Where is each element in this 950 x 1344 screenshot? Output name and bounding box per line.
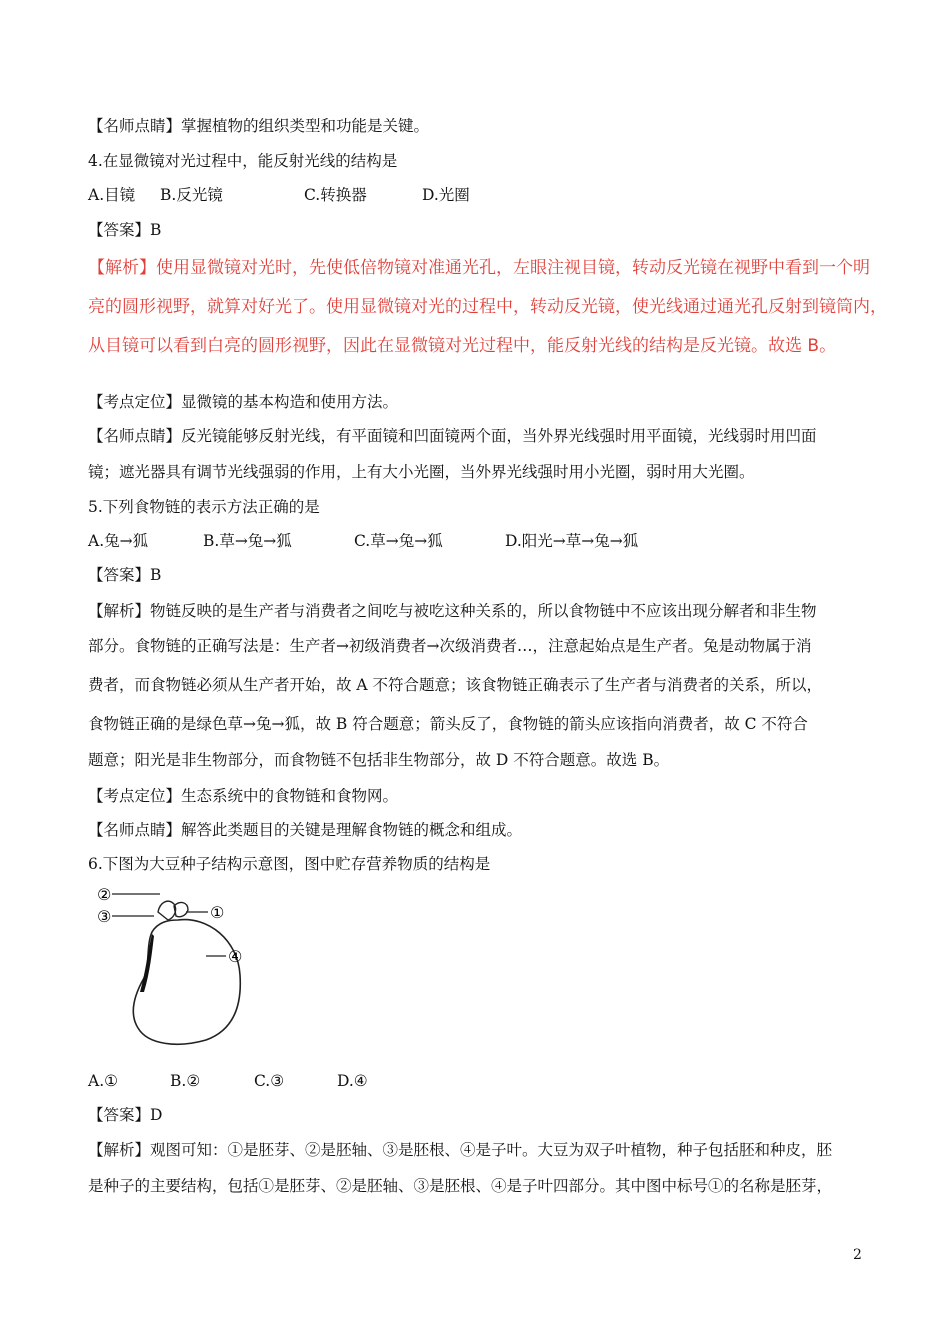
q4-analysis-line-3: 从目镜可以看到白亮的圆形视野，因此在显微镜对光过程中，能反射光线的结构是反光镜。故选 B。 — [88, 336, 837, 356]
q6-analysis-line-1: 【解析】观图可知：①是胚芽、②是胚轴、③是胚根、④是子叶。大豆为双子叶植物，种子包括胚和种皮，胚 — [88, 1141, 833, 1159]
q3-tip: 【名师点睛】掌握植物的组织类型和功能是关键。 — [88, 117, 430, 135]
q4-analysis-line-2: 亮的圆形视野，就算对好光了。使用显微镜对光的过程中，转动反光镜，使光线通过通光孔反射到镜筒内， — [88, 297, 887, 317]
q4-option-a: A.目镜 — [88, 186, 136, 204]
q5-point: 【考点定位】生态系统中的食物链和食物网。 — [88, 787, 399, 805]
q6-question: 6.下图为大豆种子结构示意图，图中贮存营养物质的结构是 — [88, 855, 491, 873]
q4-option-d: D.光圈 — [422, 186, 470, 204]
q4-tip-line-1: 【名师点睛】反光镜能够反射光线，有平面镜和凹面镜两个面，当外界光线强时用平面镜，光线弱时用凹面 — [88, 427, 817, 445]
plumule-left — [158, 901, 176, 920]
q5-question: 5.下列食物链的表示方法正确的是 — [88, 498, 320, 516]
q6-options — [88, 1071, 368, 1091]
q4-point: 【考点定位】显微镜的基本构造和使用方法。 — [88, 393, 399, 411]
q6-option-b: B.② — [170, 1072, 201, 1090]
q6-option-c: C.③ — [254, 1072, 285, 1090]
q5-options — [88, 531, 638, 551]
q5-option-c: C.草→兔→狐 — [354, 532, 443, 550]
q5-answer: 【答案】B — [88, 566, 162, 584]
soybean-seed-diagram — [88, 880, 268, 1050]
seed-outline — [133, 920, 243, 1045]
q5-tip: 【名师点睛】解答此类题目的关键是理解食物链的概念和组成。 — [88, 821, 523, 839]
q4-option-c: C.转换器 — [304, 186, 367, 204]
q4-option-b: B.反光镜 — [160, 186, 223, 204]
q4-question: 4.在显微镜对光过程中，能反射光线的结构是 — [88, 152, 398, 170]
page-number: 2 — [853, 1247, 862, 1263]
q5-analysis-line-1: 【解析】物链反映的是生产者与消费者之间吃与被吃这种关系的，所以食物链中不应该出现分解者和非生物 — [88, 602, 817, 620]
q5-analysis-line-5: 题意；阳光是非生物部分，而食物链不包括非生物部分，故 D 不符合题意。故选 B。 — [88, 751, 670, 769]
q4-answer: 【答案】B — [88, 221, 162, 239]
q5-option-d: D.阳光→草→兔→狐 — [505, 532, 639, 550]
label-1: ① — [210, 903, 225, 922]
radicle-mark — [140, 934, 154, 992]
q6-analysis-line-2: 是种子的主要结构，包括①是胚芽、②是胚轴、③是胚根、④是子叶四部分。其中图中标号①的名称是胚芽， — [88, 1177, 833, 1195]
q4-options — [88, 185, 470, 205]
label-3: ③ — [97, 907, 112, 926]
q5-option-b: B.草→兔→狐 — [203, 532, 292, 550]
q4-analysis-line-1: 【解析】使用显微镜对光时，先使低倍物镜对准通光孔，左眼注视目镜，转动反光镜在视野中看到一个明 — [88, 258, 870, 278]
label-2: ② — [97, 885, 112, 904]
q6-option-a: A.① — [88, 1072, 119, 1090]
q5-analysis-line-4: 食物链正确的是绿色草→兔→狐，故 B 符合题意；箭头反了，食物链的箭头应该指向消费者，故 C 不符合 — [88, 715, 808, 733]
q6-answer: 【答案】D — [88, 1106, 163, 1124]
q5-analysis-line-2: 部分。食物链的正确写法是：生产者→初级消费者→次级消费者…，注意起始点是生产者。兔是动物属于消 — [88, 637, 812, 655]
label-4: ④ — [228, 947, 243, 966]
q5-analysis-line-3: 费者，而食物链必须从生产者开始，故 A 不符合题意；该食物链正确表示了生产者与消费者的关系，所以， — [88, 676, 823, 694]
q5-option-a: A.兔→狐 — [88, 532, 149, 550]
q4-tip-line-2: 镜；遮光器具有调节光线强弱的作用，上有大小光圈，当外界光线强时用小光圈，弱时用大光圈。 — [88, 463, 755, 481]
q6-option-d: D.④ — [337, 1072, 368, 1090]
